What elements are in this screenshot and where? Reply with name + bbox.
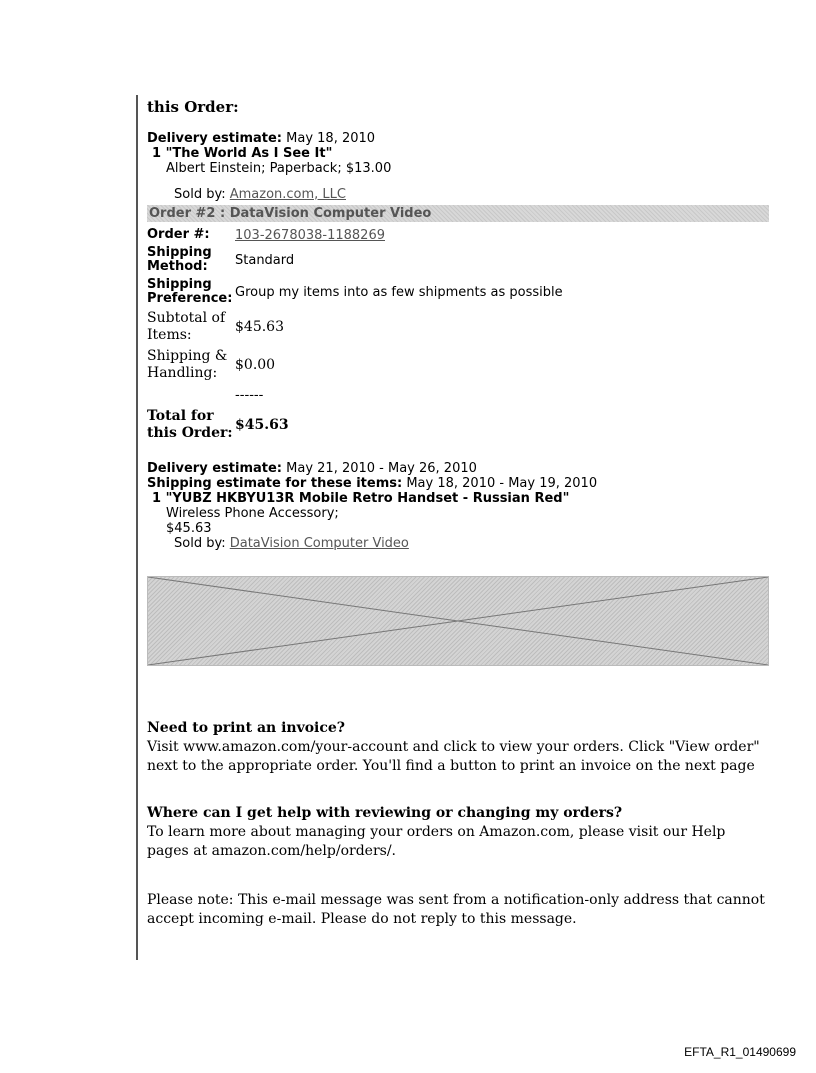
order2-header: Order #2 : DataVision Computer Video — [147, 205, 769, 222]
no-reply-note — [147, 891, 769, 929]
order1-total-label-tail: this Order: — [147, 98, 239, 116]
delivery-estimate-value: May 18, 2010 — [286, 131, 376, 146]
total-value: $45.63 — [235, 417, 289, 433]
order1-item-detail: Albert Einstein; Paperback; $13.00 — [166, 161, 392, 176]
shipping-preference-label: Shipping Preference: — [147, 277, 233, 306]
order-number-row — [147, 226, 563, 244]
orders-question: Where can I get help with reviewing or changing my orders? — [147, 805, 623, 821]
document-id: EFTA_R1_01490699 — [684, 1045, 796, 1059]
shipping-estimate-value: May 18, 2010 - May 19, 2010 — [406, 476, 598, 491]
order2-details-table — [147, 226, 563, 444]
no-reply-text: Please note: This e-mail message was sent from a notification-only address that cannot accept incoming e-mail. Please do not reply to this message. — [147, 892, 765, 927]
order2-shipment — [147, 461, 769, 551]
subtotal-value: $45.63 — [235, 319, 284, 335]
separator-row — [147, 384, 563, 406]
orders-answer: To learn more about managing your orders on Amazon.com, please visit our Help pages at amazon.com/help/orders/. — [147, 824, 726, 859]
invoice-help — [147, 719, 769, 776]
orders-help — [147, 804, 769, 861]
shipping-method-row — [147, 244, 563, 276]
shipping-method-value: Standard — [235, 252, 295, 268]
shipping-preference-value: Group my items into as few shipments as possible — [235, 284, 563, 300]
order2-delivery-estimate — [147, 461, 769, 476]
sold-by-label: Sold by: — [174, 536, 226, 551]
email-body — [147, 98, 769, 929]
order-number-label: Order #: — [147, 227, 210, 242]
shipping-handling-row — [147, 346, 563, 384]
subtotal-row — [147, 308, 563, 346]
order1-delivery-estimate — [147, 131, 769, 146]
seller-link-amazon[interactable]: Amazon.com, LLC — [229, 187, 346, 202]
order2-item-title: 1 "YUBZ HKBYU13R Mobile Retro Handset - Russian Red" — [152, 491, 570, 506]
total-row — [147, 406, 563, 444]
total-label: Total for this Order: — [147, 408, 233, 441]
shipping-preference-row — [147, 276, 563, 308]
broken-image-placeholder — [147, 576, 769, 666]
shipping-estimate-label: Shipping estimate for these items: — [147, 476, 403, 491]
delivery-estimate-label: Delivery estimate: — [147, 131, 282, 146]
shipping-handling-label: Shipping & Handling: — [147, 348, 228, 381]
order1-sold-by — [147, 187, 769, 202]
invoice-question: Need to print an invoice? — [147, 720, 346, 736]
total-separator: ------ — [235, 387, 264, 403]
order-number-link[interactable]: 103-2678038-1188269 — [235, 227, 385, 243]
subtotal-label: Subtotal of Items: — [147, 310, 226, 343]
invoice-answer: Visit www.amazon.com/your-account and click to view your orders. Click "View order" next to the appropriate order. You'll find a button to print an invoice on the next page — [147, 739, 760, 774]
order2-sold-by — [147, 536, 769, 551]
sold-by-label: Sold by: — [174, 187, 226, 202]
order2-item-price: $45.63 — [166, 521, 212, 536]
shipping-handling-value: $0.00 — [235, 357, 276, 373]
delivery-estimate-value: May 21, 2010 - May 26, 2010 — [286, 461, 477, 476]
shipping-method-label: Shipping Method: — [147, 245, 212, 274]
order1-item-title: 1 "The World As I See It" — [152, 146, 333, 161]
order1-shipment — [147, 131, 769, 202]
order2-item-category: Wireless Phone Accessory; — [166, 506, 339, 521]
seller-link-datavision[interactable]: DataVision Computer Video — [229, 536, 409, 551]
order2-shipping-estimate — [147, 476, 769, 491]
broken-image-cross — [148, 577, 768, 665]
left-quote-rule — [136, 95, 138, 960]
delivery-estimate-label: Delivery estimate: — [147, 461, 282, 476]
